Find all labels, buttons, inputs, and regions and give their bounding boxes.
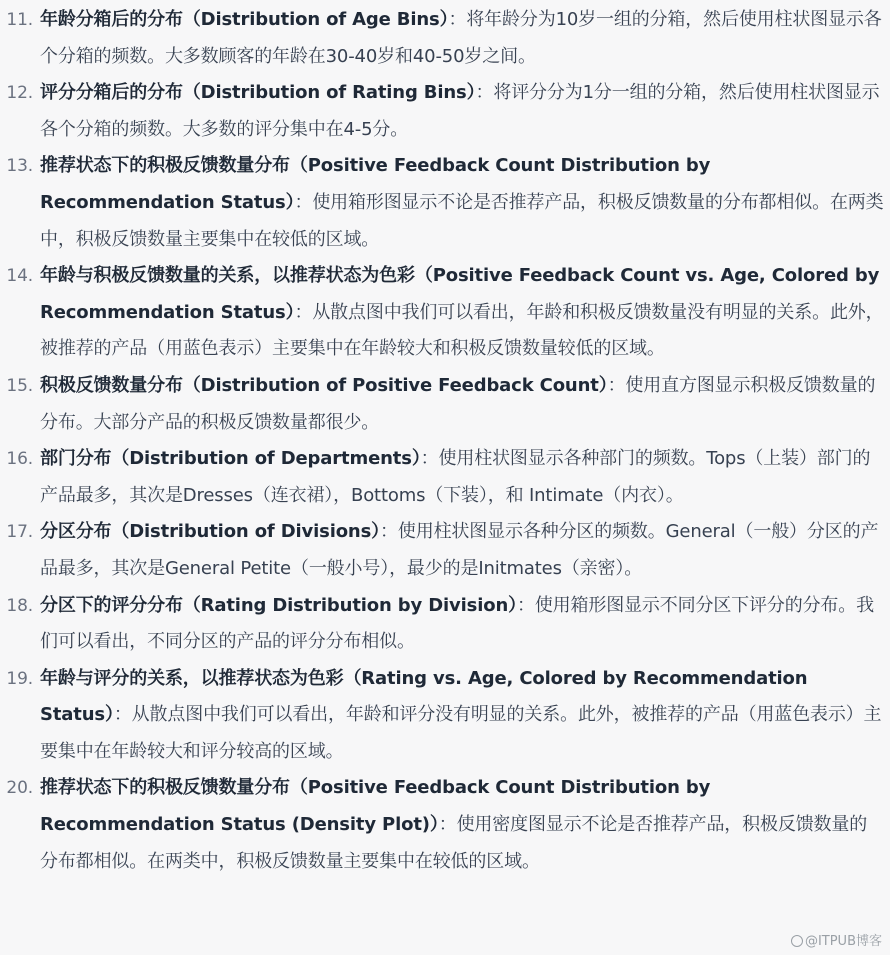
list-item bbox=[0, 368, 890, 441]
item-separator: ： bbox=[475, 82, 494, 104]
item-number: 16. bbox=[6, 449, 33, 470]
item-description: 使用箱形图显示不论是否推荐产品，积极反馈数量的分布都相似。在两类中，积极反馈数量主要集中在较低的区域。 bbox=[40, 191, 884, 250]
item-title: 部门分布（Distribution of Departments） bbox=[40, 448, 421, 470]
item-number: 13. bbox=[6, 156, 33, 177]
item-description: 使用柱状图显示各种部门的频数。Tops（上装）部门的产品最多，其次是Dresses（连衣裙），Bottoms（下装），和 Intimate（内衣）。 bbox=[40, 448, 871, 506]
item-number: 19. bbox=[6, 668, 33, 689]
item-title: 评分分箱后的分布（Distribution of Rating Bins） bbox=[40, 82, 476, 104]
item-separator: ： bbox=[516, 594, 535, 616]
watermark-icon bbox=[791, 935, 803, 947]
item-description: 将年龄分为10岁一组的分箱，然后使用柱状图显示各个分箱的频数。大多数顾客的年龄在30-40岁和40-50岁之间。 bbox=[40, 9, 882, 67]
item-separator: ： bbox=[420, 448, 439, 470]
list-item bbox=[0, 588, 890, 661]
item-title: 年龄与积极反馈数量的关系，以推荐状态为色彩（Positive Feedback Count vs. Age, Colored by Recommendation Status） bbox=[40, 265, 880, 323]
document-body bbox=[0, 2, 890, 880]
item-number: 20. bbox=[6, 778, 33, 799]
item-separator: ： bbox=[294, 301, 313, 323]
list-item bbox=[0, 514, 890, 587]
item-title: 积极反馈数量分布（Distribution of Positive Feedback Count） bbox=[40, 374, 608, 396]
item-separator: ： bbox=[113, 704, 132, 726]
list-item bbox=[0, 441, 890, 514]
watermark bbox=[791, 930, 882, 949]
item-title: 年龄与评分的关系，以推荐状态为色彩（Rating vs. Age, Colored by Recommendation Status） bbox=[40, 667, 808, 726]
item-separator: ： bbox=[380, 521, 398, 543]
list-item bbox=[0, 2, 890, 75]
item-number: 12. bbox=[6, 83, 33, 104]
item-description: 使用直方图显示积极反馈数量的分布。大部分产品的积极反馈数量都很少。 bbox=[40, 374, 876, 433]
item-number: 18. bbox=[6, 595, 33, 616]
item-title: 推荐状态下的积极反馈数量分布（Positive Feedback Count Distribution by Recommendation Status） bbox=[40, 155, 711, 213]
list-item bbox=[0, 770, 890, 880]
item-title: 年龄分箱后的分布（Distribution of Age Bins） bbox=[40, 9, 449, 30]
numbered-list bbox=[0, 2, 890, 880]
list-item bbox=[0, 661, 890, 771]
list-item bbox=[0, 75, 890, 148]
item-number: 17. bbox=[6, 522, 33, 543]
item-description: 从散点图中我们可以看出，年龄和积极反馈数量没有明显的关系。此外，被推荐的产品（用蓝色表示）主要集中在年龄较大和积极反馈数量较低的区域。 bbox=[40, 301, 884, 360]
item-number: 15. bbox=[6, 375, 33, 396]
list-item bbox=[0, 258, 890, 368]
watermark-text: @ITPUB博客 bbox=[804, 934, 882, 949]
item-description: 将评分分为1分一组的分箱，然后使用柱状图显示各个分箱的频数。大多数的评分集中在4-5分。 bbox=[40, 82, 880, 140]
item-description: 使用柱状图显示各种分区的频数。General（一般）分区的产品最多，其次是General Petite（一般小号），最少的是Initmates（亲密）。 bbox=[40, 521, 879, 579]
item-separator: ： bbox=[438, 814, 457, 836]
list-item bbox=[0, 148, 890, 258]
item-title: 分区分布（Distribution of Divisions） bbox=[40, 521, 381, 543]
item-description: 从散点图中我们可以看出，年龄和评分没有明显的关系。此外，被推荐的产品（用蓝色表示）主要集中在年龄较大和评分较高的区域。 bbox=[40, 704, 882, 762]
item-title: 推荐状态下的积极反馈数量分布（Positive Feedback Count Distribution by Recommendation Status (Density Plot)） bbox=[40, 777, 711, 836]
item-separator: ： bbox=[607, 374, 626, 396]
item-separator: ： bbox=[448, 9, 467, 30]
item-separator: ： bbox=[294, 191, 313, 213]
item-number: 11. bbox=[6, 10, 33, 30]
item-description: 使用密度图显示不论是否推荐产品，积极反馈数量的分布都相似。在两类中，积极反馈数量主要集中在较低的区域。 bbox=[40, 814, 868, 872]
item-description: 使用箱形图显示不同分区下评分的分布。我们可以看出，不同分区的产品的评分分布相似。 bbox=[40, 594, 874, 653]
item-title: 分区下的评分分布（Rating Distribution by Division） bbox=[40, 594, 517, 616]
item-number: 14. bbox=[6, 266, 33, 287]
